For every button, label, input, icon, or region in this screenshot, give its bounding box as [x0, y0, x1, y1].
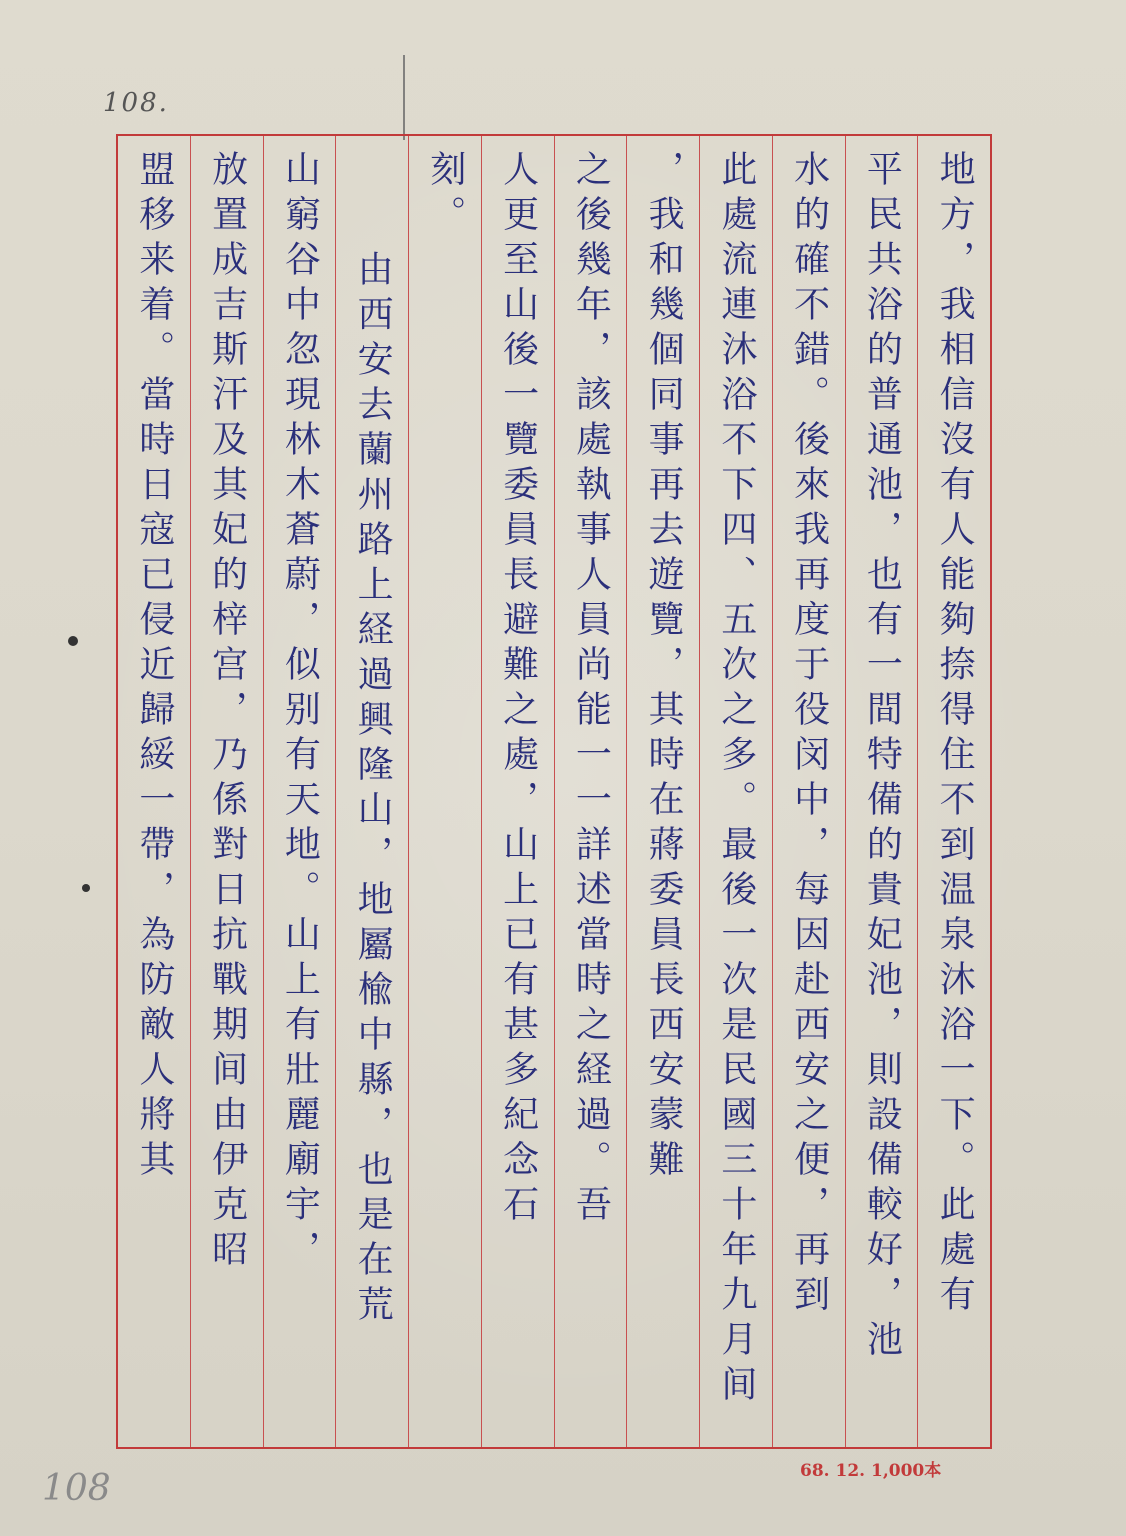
ink-spot: [68, 636, 78, 646]
column-text: 之後幾年，該處執事人員尚能一一詳述當時之経過。吾: [570, 150, 612, 1230]
text-column: [626, 136, 699, 1447]
text-column: [481, 136, 554, 1447]
column-text: 此處流連沐浴不下四、五次之多。最後一次是民國三十年九月间: [715, 150, 757, 1410]
text-column: [699, 136, 772, 1447]
text-column: [190, 136, 263, 1447]
column-text: 水的確不錯。後來我再度于役闵中，每因赴西安之便，再到: [788, 150, 830, 1320]
column-text: 放置成吉斯汗及其妃的梓宫，乃係對日抗戰期间由伊克昭: [206, 150, 248, 1275]
text-column: [554, 136, 627, 1447]
text-column: [408, 136, 481, 1447]
text-column: [917, 136, 990, 1447]
column-text: 山窮谷中忽現林木蒼蔚，似别有天地。山上有壯麗廟宇，: [279, 150, 321, 1275]
manuscript-grid: [116, 134, 992, 1449]
text-column: [263, 136, 336, 1447]
page-number-bottom: 108: [42, 1468, 111, 1509]
page-number-top: 108.: [103, 88, 169, 118]
text-column: [772, 136, 845, 1447]
column-text: 人更至山後一覽委員長避難之處，山上已有甚多紀念石: [497, 150, 539, 1230]
text-column: [335, 136, 408, 1447]
column-text: 盟移来着。當時日寇已侵近歸綏一帶，為防敵人將其: [133, 150, 175, 1185]
column-text: 地方，我相信沒有人能夠捺得住不到温泉沐浴一下。此處有: [934, 150, 976, 1320]
column-text: 平民共浴的普通池，也有一間特備的貴妃池，則設備較好，池: [861, 150, 903, 1365]
text-column: [118, 136, 190, 1447]
print-run-stamp: 68. 12. 1,000本: [800, 1461, 942, 1481]
column-text: 由西安去蘭州路上経過興隆山，地屬楡中縣，也是在荒: [352, 250, 394, 1330]
ink-spot: [82, 884, 90, 892]
paper-fold-mark: [403, 55, 405, 140]
text-column: [845, 136, 918, 1447]
column-text: 刻。: [424, 150, 466, 240]
column-text: ，我和幾個同事再去遊覽，其時在蔣委員長西安蒙難: [643, 150, 685, 1185]
